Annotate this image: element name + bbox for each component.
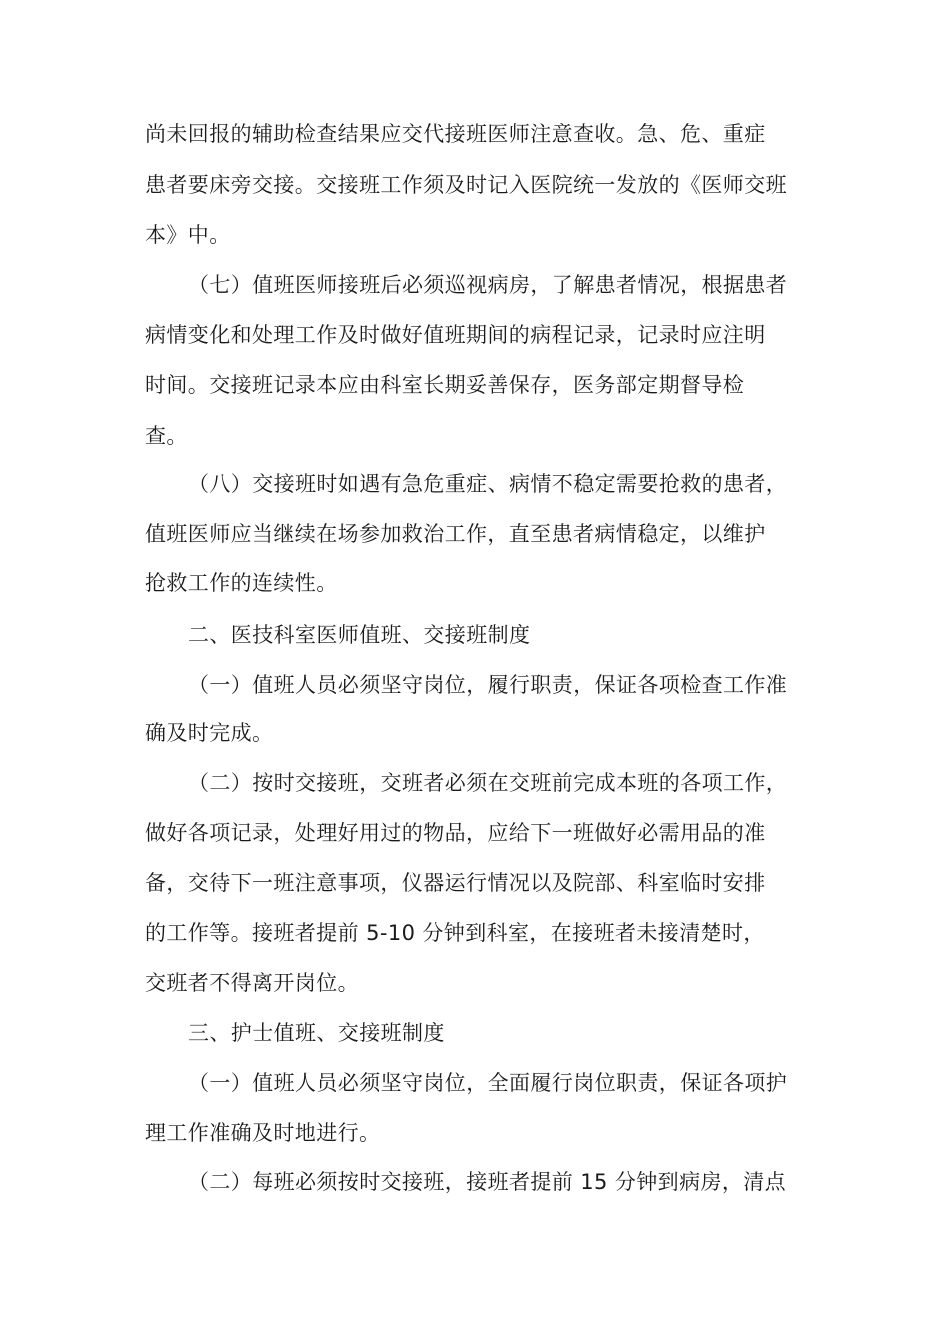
text-line: 抢救工作的连续性。 xyxy=(145,571,338,595)
text-line: 值班医师应当继续在场参加救治工作，直至患者病情稳定，以维护 xyxy=(145,522,766,546)
text-line: 查。 xyxy=(145,424,188,448)
text-line: 病情变化和处理工作及时做好值班期间的病程记录，记录时应注明 xyxy=(145,323,766,347)
text-line: 尚未回报的辅助检查结果应交代接班医师注意查收。急、危、重症 xyxy=(145,122,766,146)
text-line: 患者要床旁交接。交接班工作须及时记入医院统一发放的《医师交班 xyxy=(145,173,787,197)
paragraph-start-line: （一）值班人员必须坚守岗位，履行职责，保证各项检查工作准 xyxy=(188,673,788,697)
section-heading: 三、护士值班、交接班制度 xyxy=(188,1021,445,1045)
paragraph-start-line: （一）值班人员必须坚守岗位，全面履行岗位职责，保证各项护 xyxy=(188,1071,788,1095)
text-line: 本》中。 xyxy=(145,223,231,247)
text-line: 备，交待下一班注意事项，仪器运行情况以及院部、科室临时安排 xyxy=(145,871,766,895)
paragraph-start-line: （七）值班医师接班后必须巡视病房，了解患者情况，根据患者 xyxy=(188,273,788,297)
text-line: 确及时完成。 xyxy=(145,721,274,745)
text-line: 时间。交接班记录本应由科室长期妥善保存，医务部定期督导检 xyxy=(145,373,745,397)
text-line: 做好各项记录，处理好用过的物品，应给下一班做好必需用品的准 xyxy=(145,821,766,845)
text-line: 交班者不得离开岗位。 xyxy=(145,971,359,995)
section-heading: 二、医技科室医师值班、交接班制度 xyxy=(188,623,531,647)
paragraph-start-line: （二）按时交接班，交班者必须在交班前完成本班的各项工作， xyxy=(188,771,788,795)
text-line: 的工作等。接班者提前 5-10 分钟到科室，在接班者未接清楚时， xyxy=(145,921,765,945)
paragraph-start-line: （二）每班必须按时交接班，接班者提前 15 分钟到病房，清点 xyxy=(188,1170,787,1194)
paragraph-start-line: （八）交接班时如遇有急危重症、病情不稳定需要抢救的患者， xyxy=(188,472,788,496)
text-line: 理工作准确及时地进行。 xyxy=(145,1121,381,1145)
